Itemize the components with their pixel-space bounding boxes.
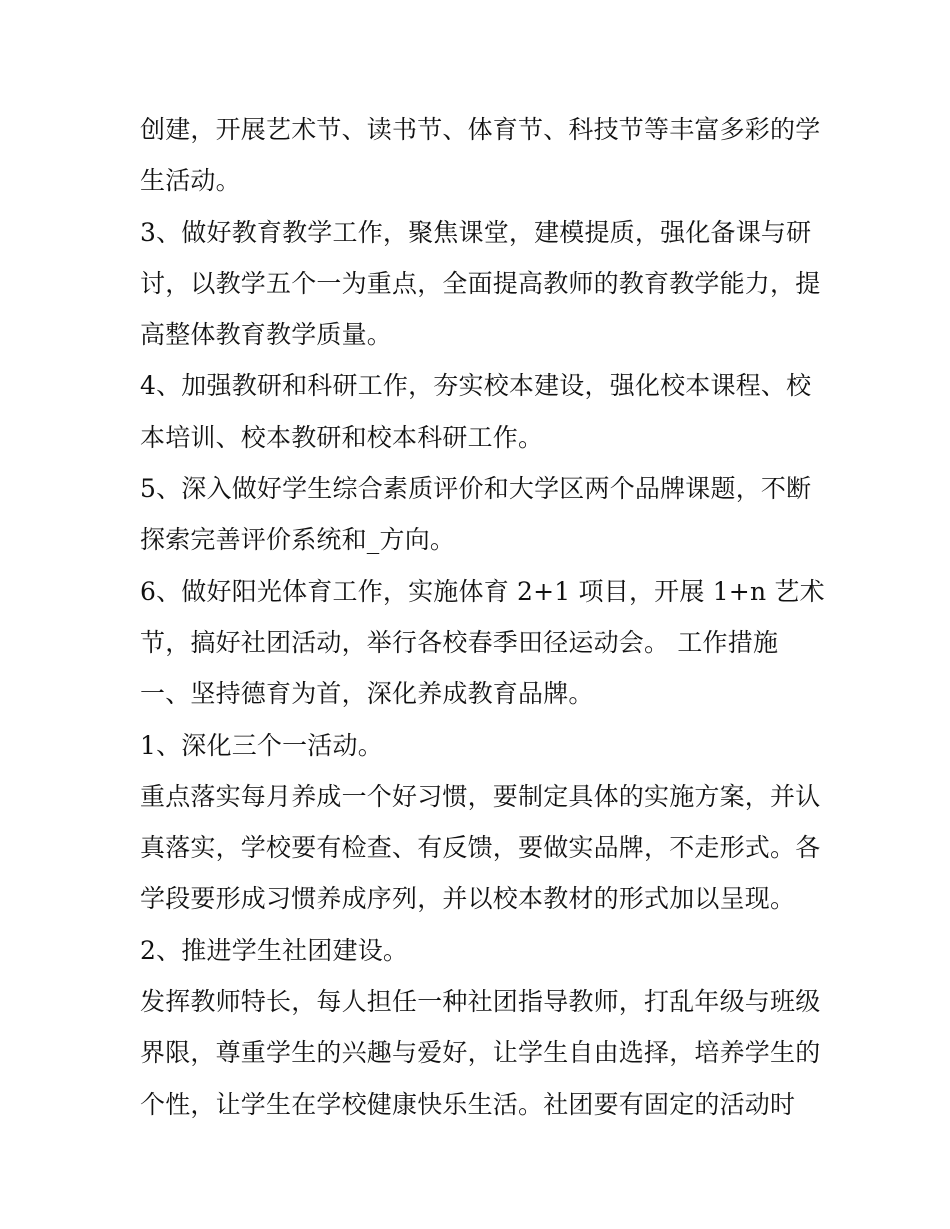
text-line: 本培训、校本教研和校本科研工作。 bbox=[140, 422, 544, 452]
text-line: 生活动。 bbox=[140, 166, 241, 196]
document-body bbox=[140, 104, 825, 1130]
text-line: 4、加强教研和科研工作，夯实校本建设，强化校本课程、校 bbox=[140, 371, 812, 401]
text-line: 探索完善评价系统和_方向。 bbox=[140, 525, 456, 555]
text-line: 重点落实每月养成一个好习惯，要制定具体的实施方案，并认 bbox=[140, 781, 821, 811]
text-line: 真落实，学校要有检查、有反馈，要做实品牌，不走形式。各 bbox=[140, 833, 821, 863]
text-line: 个性，让学生在学校健康快乐生活。社团要有固定的活动时 bbox=[140, 1089, 796, 1119]
text-line: 讨，以教学五个一为重点，全面提高教师的教育教学能力，提 bbox=[140, 268, 821, 298]
text-line: 学段要形成习惯养成序列，并以校本教材的形式加以呈现。 bbox=[140, 884, 796, 914]
text-line: 高整体教育教学质量。 bbox=[140, 320, 393, 350]
text-line: 6、做好阳光体育工作，实施体育 2+1 项目，开展 1+n 艺术 bbox=[140, 576, 825, 606]
text-line: 发挥教师特长，每人担任一种社团指导教师，打乱年级与班级 bbox=[140, 987, 821, 1017]
text-line: 节，搞好社团活动，举行各校春季田径运动会。 工作措施 bbox=[140, 627, 779, 657]
subsection-heading: 2、推进学生社团建设。 bbox=[140, 935, 409, 965]
text-line: 创建，开展艺术节、读书节、体育节、科技节等丰富多彩的学 bbox=[140, 115, 821, 144]
section-heading: 一、坚持德育为首，深化养成教育品牌。 bbox=[140, 679, 594, 709]
text-line: 3、做好教育教学工作，聚焦课堂，建模提质，强化备课与研 bbox=[140, 217, 812, 247]
text-line: 5、深入做好学生综合素质评价和大学区两个品牌课题，不断 bbox=[140, 474, 812, 504]
subsection-heading: 1、深化三个一活动。 bbox=[140, 730, 383, 760]
text-line: 界限，尊重学生的兴趣与爱好，让学生自由选择，培养学生的 bbox=[140, 1038, 821, 1068]
